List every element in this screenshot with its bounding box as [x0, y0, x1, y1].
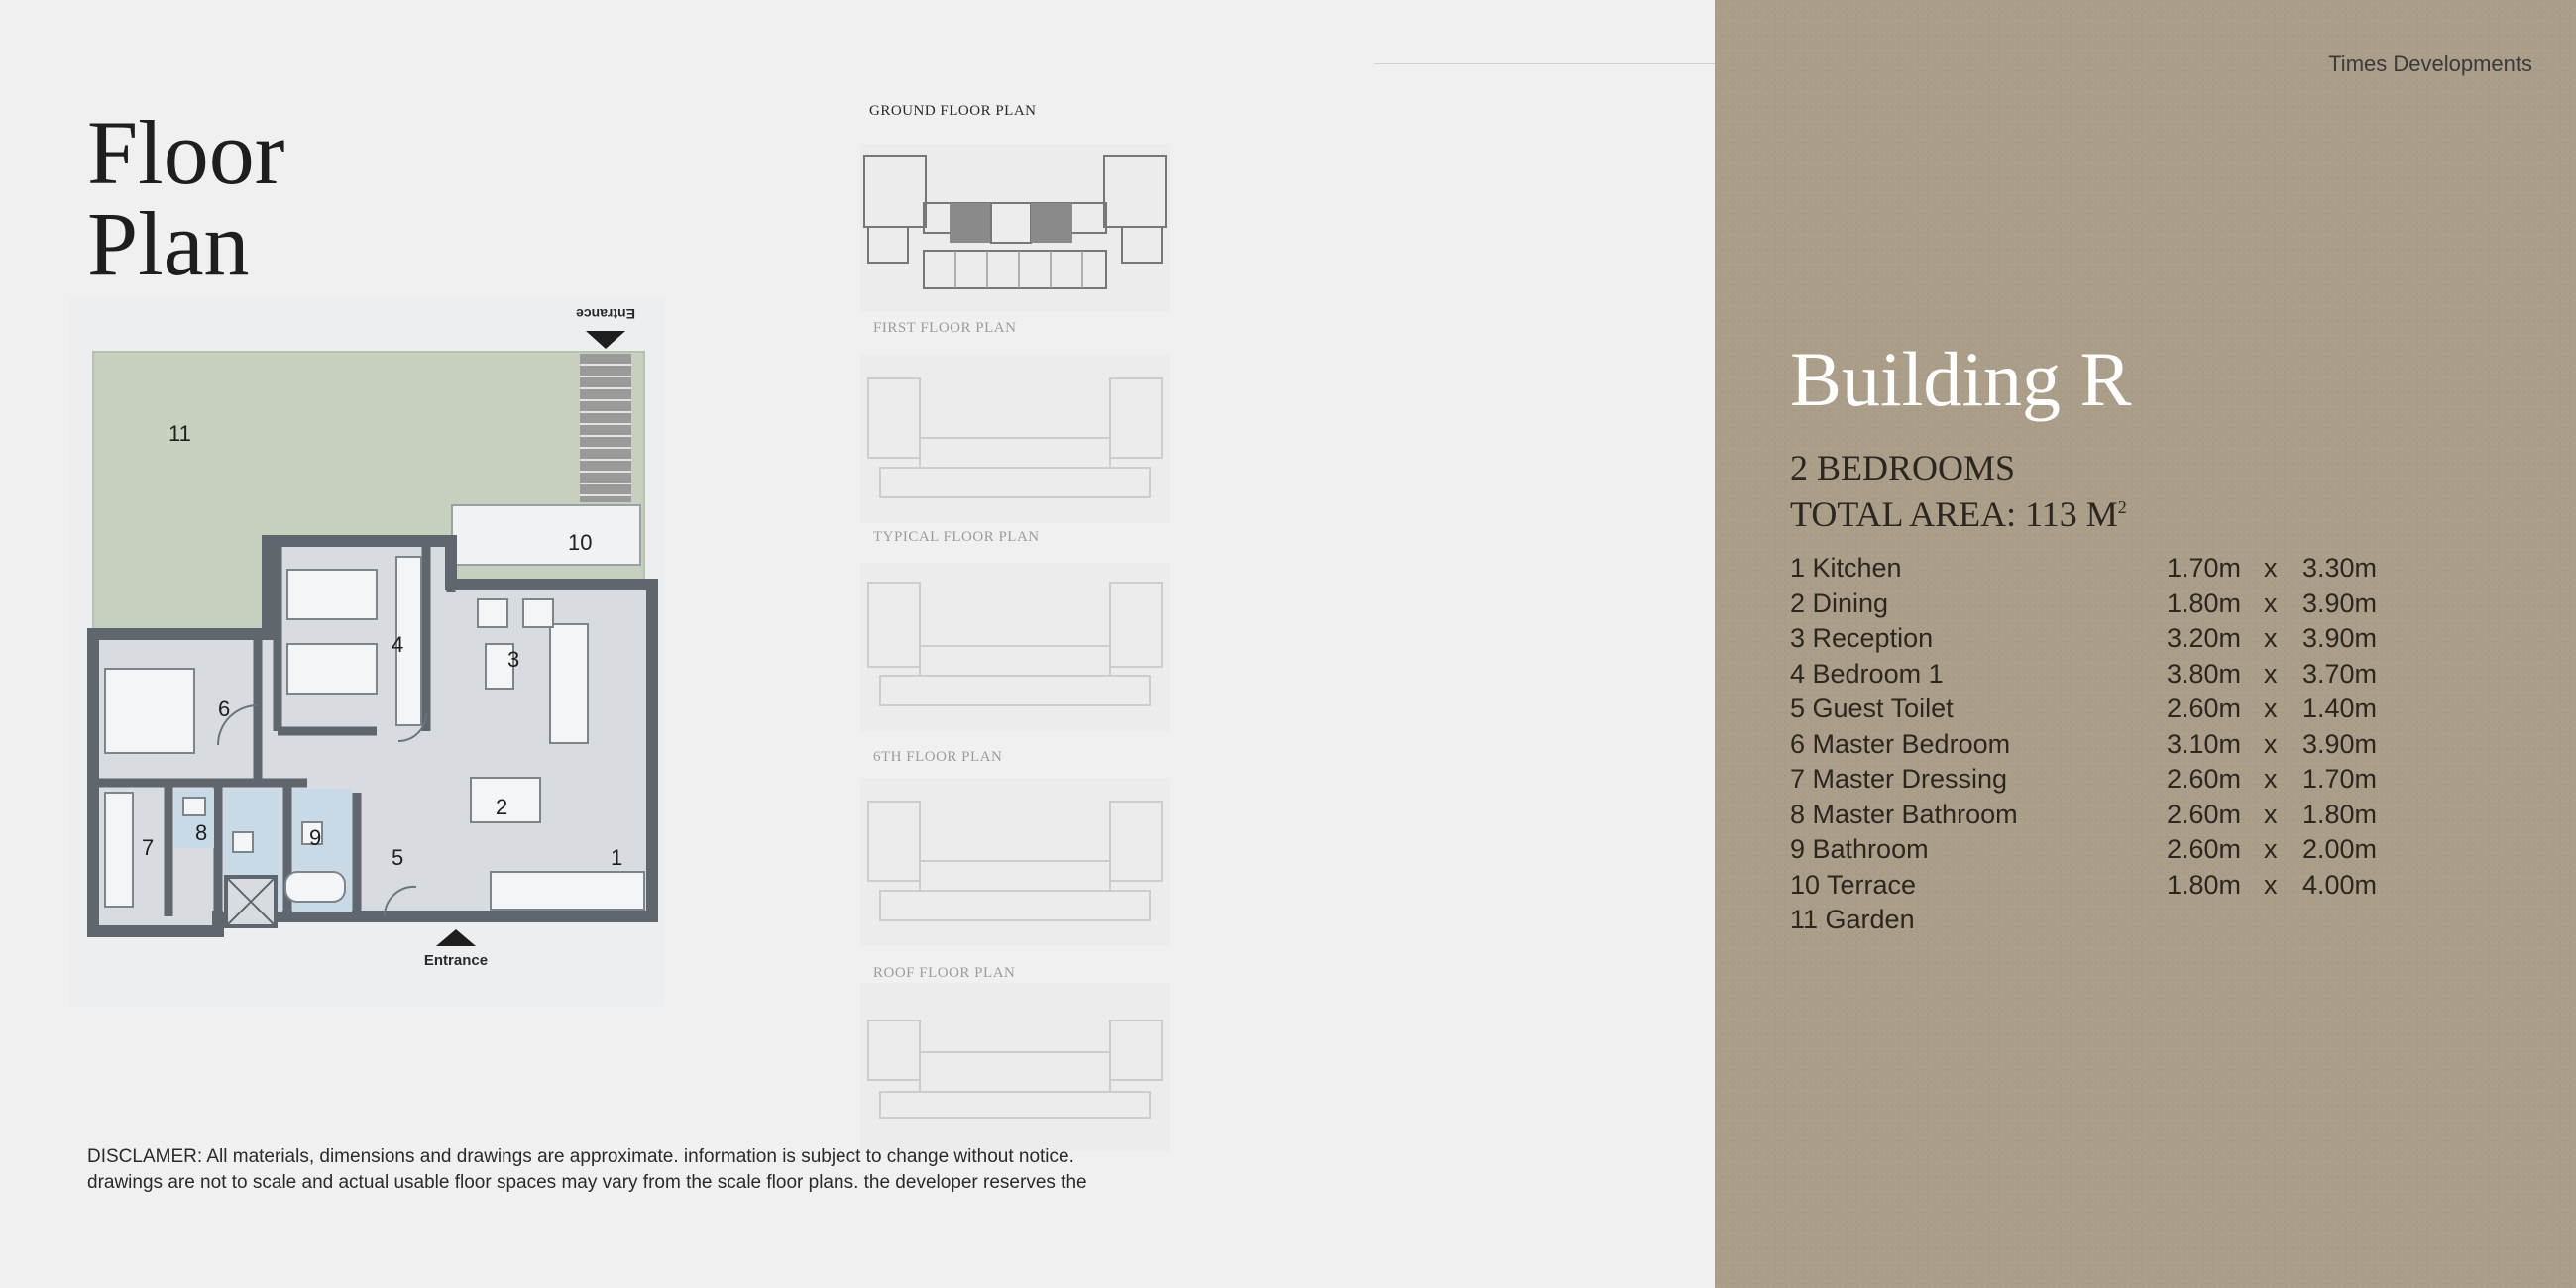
room-length: 3.30m [2302, 553, 2378, 583]
room-width: 2.60m [2167, 694, 2242, 723]
garden-steps [580, 354, 631, 502]
room-name: 10 Terrace [1790, 869, 1917, 900]
page-title [87, 102, 285, 294]
room-number-6: 6 [218, 697, 231, 721]
entrance-label-bottom: Entrance [423, 952, 489, 969]
room-row [1790, 764, 2424, 800]
room-name: 3 Reception [1790, 623, 1934, 653]
page-title-line1: Floor [87, 102, 285, 203]
room-number-11: 11 [168, 421, 191, 446]
room-times: x [2264, 694, 2278, 723]
room-number-9: 9 [309, 825, 322, 850]
room-number-3: 3 [507, 647, 520, 672]
thumb-typical-floor[interactable] [860, 563, 1170, 731]
room-width: 2.60m [2167, 764, 2242, 794]
first-floor-drawing [860, 355, 1170, 523]
room-length: 3.90m [2302, 728, 2378, 759]
room-times: x [2264, 623, 2278, 653]
ground-floor-drawing [860, 144, 1170, 312]
room-length: 1.40m [2302, 694, 2378, 723]
room-number-1: 1 [611, 845, 623, 870]
room-width: 1.80m [2167, 588, 2242, 618]
armchair-2 [478, 599, 507, 627]
room-length: 1.70m [2302, 764, 2378, 794]
thumb-ground-floor[interactable] [860, 144, 1170, 312]
room-name: 4 Bedroom 1 [1790, 658, 1944, 689]
room-number-2: 2 [496, 795, 508, 819]
thumb-label-ground: GROUND FLOOR PLAN [869, 103, 1037, 119]
unit-floor-plan-drawing [69, 297, 664, 1006]
room-width: 1.70m [2167, 553, 2242, 583]
armchair-1 [523, 599, 553, 627]
room-name: 7 Master Dressing [1790, 764, 2008, 794]
room-width: 1.80m [2167, 869, 2242, 900]
room-row [1790, 729, 2424, 765]
room-row [1790, 623, 2424, 659]
room-number-5: 5 [392, 845, 404, 870]
total-area-unit-exponent: 2 [2117, 497, 2127, 517]
entrance-label-top: Entrance [576, 306, 635, 322]
bedrooms-count: 2 BEDROOMS [1790, 448, 2016, 487]
typical-floor-drawing [860, 563, 1170, 731]
thumb-label-roof: ROOF FLOOR PLAN [873, 965, 1016, 981]
entrance-arrow-top [586, 331, 625, 349]
room-number-8: 8 [195, 820, 208, 845]
room-name: 2 Dining [1790, 588, 1889, 618]
bathroom-basin [233, 832, 253, 852]
room-width: 2.60m [2167, 834, 2242, 864]
room-row [1790, 553, 2424, 589]
room-length: 3.70m [2302, 658, 2378, 689]
bathtub [285, 872, 345, 902]
room-number-4: 4 [392, 632, 404, 657]
room-width: 2.60m [2167, 799, 2242, 829]
room-times: x [2264, 658, 2278, 689]
room-row [1790, 800, 2424, 835]
thumb-label-first: FIRST FLOOR PLAN [873, 320, 1017, 336]
unit-floor-plan [69, 297, 664, 1006]
sofa [550, 624, 588, 743]
room-row [1790, 694, 2424, 729]
page-title-line2: Plan [87, 193, 250, 294]
room-length: 2.00m [2302, 834, 2378, 864]
room-times: x [2264, 834, 2278, 864]
room-times: x [2264, 728, 2278, 759]
entrance-arrow-bottom [436, 929, 476, 946]
room-length: 3.90m [2302, 588, 2378, 618]
room-number-10: 10 [568, 530, 593, 555]
master-bed [105, 669, 194, 753]
bed-1a [287, 570, 377, 619]
room-length: 4.00m [2302, 869, 2378, 900]
room-times: x [2264, 588, 2278, 618]
kitchen-counter [491, 872, 644, 910]
unit-summary [1790, 448, 2127, 534]
room-row [1790, 905, 2424, 940]
room-row [1790, 834, 2424, 870]
bed-1b [287, 644, 377, 694]
room-name: 1 Kitchen [1790, 553, 1902, 583]
brand-name: Times Developments [2328, 52, 2532, 76]
dressing-wardrobe [105, 793, 133, 907]
room-length: 1.80m [2302, 799, 2378, 829]
terrace [452, 505, 640, 565]
thumb-roof-floor[interactable] [860, 983, 1170, 1151]
room-row [1790, 870, 2424, 906]
room-times: x [2264, 764, 2278, 794]
room-name: 9 Bathroom [1790, 834, 1929, 864]
room-width: 3.20m [2167, 623, 2242, 653]
room-length: 3.90m [2302, 623, 2378, 653]
room-name: 11 Garden [1790, 905, 1915, 934]
room-width: 3.80m [2167, 658, 2242, 689]
sixth-floor-drawing [860, 778, 1170, 946]
room-name: 8 Master Bathroom [1790, 799, 2018, 829]
room-row [1790, 659, 2424, 695]
room-width: 3.10m [2167, 728, 2242, 759]
room-times: x [2264, 869, 2278, 900]
disclaimer [87, 1144, 1177, 1196]
total-area-text: TOTAL AREA: 113 M [1790, 494, 2118, 534]
room-name: 5 Guest Toilet [1790, 694, 1954, 723]
room-times: x [2264, 799, 2278, 829]
room-name: 6 Master Bedroom [1790, 728, 2011, 759]
room-times: x [2264, 553, 2278, 583]
room-row [1790, 589, 2424, 624]
thumb-label-typical: TYPICAL FLOOR PLAN [873, 529, 1040, 545]
thumb-label-6th: 6TH FLOOR PLAN [873, 749, 1003, 765]
master-basin [183, 798, 205, 815]
thumb-first-floor[interactable] [860, 355, 1170, 523]
building-name: Building R [1790, 336, 2132, 422]
room-number-7: 7 [142, 835, 155, 860]
roof-floor-drawing [860, 983, 1170, 1151]
disclaimer-line1: DISCLAMER: All materials, dimensions and drawings are approximate. information is subject to change without notice. [87, 1146, 1074, 1167]
thumb-6th-floor[interactable] [860, 778, 1170, 946]
disclaimer-line2: drawings are not to scale and actual usable ﬂoor spaces may vary from the scale ﬂoor plans. the developer reserves the [87, 1172, 1087, 1193]
room-dimensions-list [1790, 553, 2424, 940]
total-area [1790, 487, 2127, 534]
